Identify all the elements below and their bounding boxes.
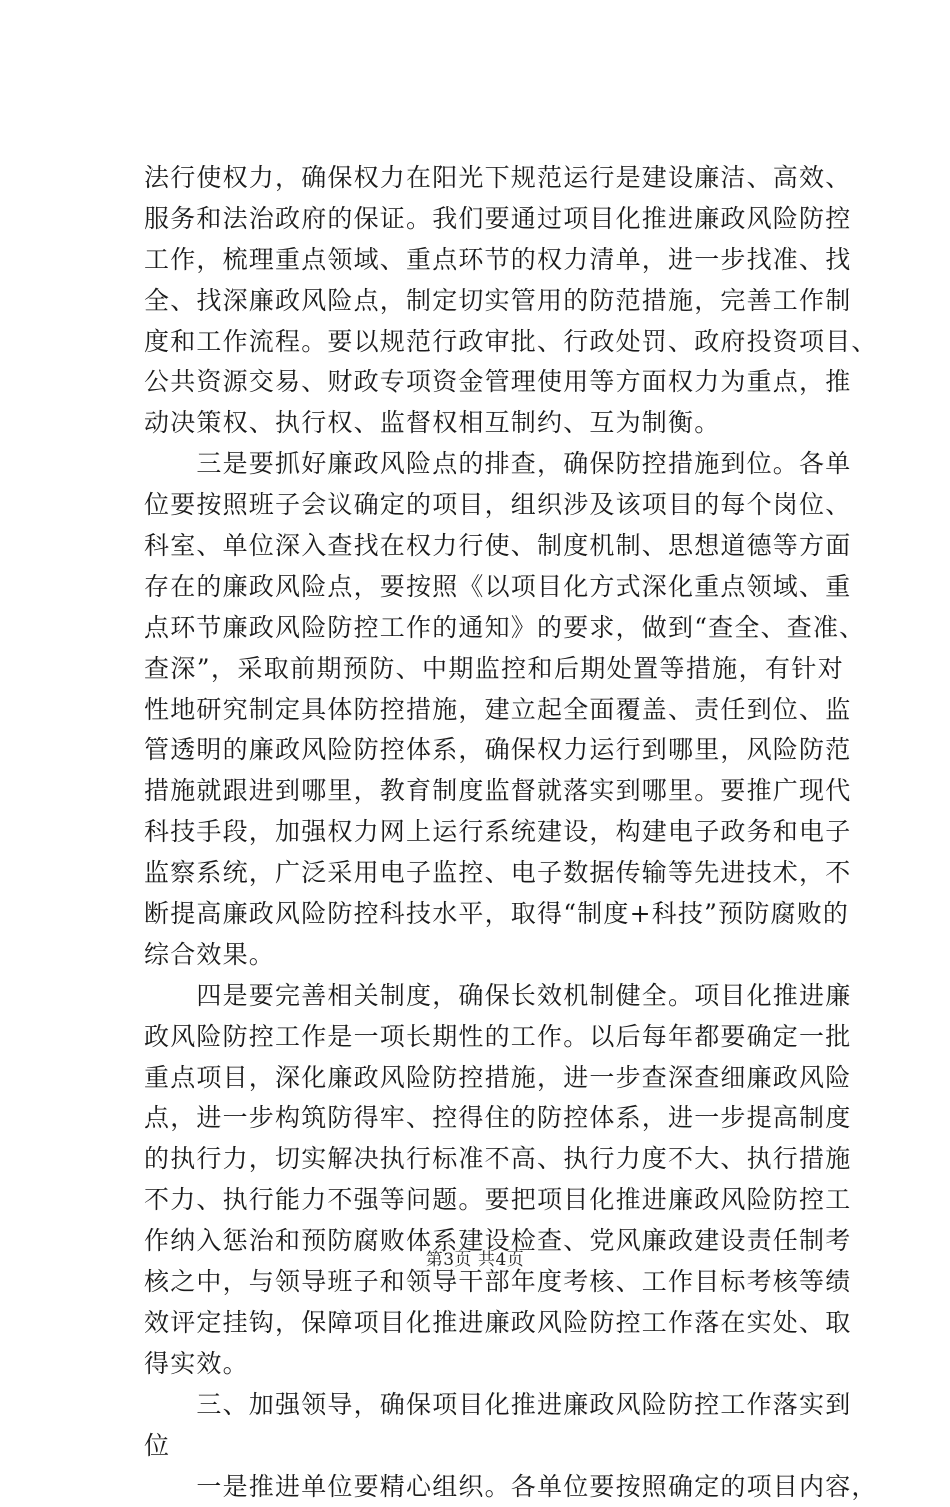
text-line: 断提高廉政风险防控科技水平，取得“制度+科技”预防腐败的 [144,894,844,935]
text-line: 一是推进单位要精心组织。各单位要按照确定的项目内容， [144,1467,844,1507]
text-line: 工作，梳理重点领域、重点环节的权力清单，进一步找准、找 [144,240,844,281]
text-line: 三、加强领导，确保项目化推进廉政风险防控工作落实到 [144,1385,844,1426]
text-line: 效评定挂钩，保障项目化推进廉政风险防控工作落在实处、取 [144,1303,844,1344]
text-line: 四是要完善相关制度，确保长效机制健全。项目化推进廉 [144,976,844,1017]
text-line: 位要按照班子会议确定的项目，组织涉及该项目的每个岗位、 [144,485,844,526]
text-line: 的执行力，切实解决执行标准不高、执行力度不大、执行措施 [144,1139,844,1180]
text-line: 动决策权、执行权、监督权相互制约、互为制衡。 [144,403,844,444]
text-line: 公共资源交易、财政专项资金管理使用等方面权力为重点，推 [144,362,844,403]
text-line: 作纳入惩治和预防腐败体系建设检查、党风廉政建设责任制考 [144,1221,844,1262]
text-line: 全、找深廉政风险点，制定切实管用的防范措施，完善工作制 [144,281,844,322]
text-line: 管透明的廉政风险防控体系，确保权力运行到哪里，风险防范 [144,730,844,771]
text-line: 服务和法治政府的保证。我们要通过项目化推进廉政风险防控 [144,199,844,240]
text-line: 不力、执行能力不强等问题。要把项目化推进廉政风险防控工 [144,1180,844,1221]
text-line: 位 [144,1426,844,1467]
text-line: 点环节廉政风险防控工作的通知》的要求，做到“查全、查准、 [144,608,844,649]
text-line: 重点项目，深化廉政风险防控措施，进一步查深查细廉政风险 [144,1058,844,1099]
text-line: 监察系统，广泛采用电子监控、电子数据传输等先进技术，不 [144,853,844,894]
text-line: 存在的廉政风险点，要按照《以项目化方式深化重点领域、重 [144,567,844,608]
text-line: 法行使权力，确保权力在阳光下规范运行是建设廉洁、高效、 [144,158,844,199]
text-line: 政风险防控工作是一项长期性的工作。以后每年都要确定一批 [144,1017,844,1058]
text-line: 科技手段，加强权力网上运行系统建设，构建电子政务和电子 [144,812,844,853]
text-line: 度和工作流程。要以规范行政审批、行政处罚、政府投资项目、 [144,322,844,363]
text-line: 三是要抓好廉政风险点的排查，确保防控措施到位。各单 [144,444,844,485]
text-line: 点，进一步构筑防得牢、控得住的防控体系，进一步提高制度 [144,1098,844,1139]
text-line: 核之中，与领导班子和领导干部年度考核、工作目标考核等绩 [144,1262,844,1303]
text-line: 科室、单位深入查找在权力行使、制度机制、思想道德等方面 [144,526,844,567]
text-line: 得实效。 [144,1344,844,1385]
body-text [144,158,844,1507]
text-line: 性地研究制定具体防控措施，建立起全面覆盖、责任到位、监 [144,690,844,731]
page-footer: 第3页 共4页 [0,1245,950,1270]
text-line: 措施就跟进到哪里，教育制度监督就落实到哪里。要推广现代 [144,771,844,812]
text-line: 综合效果。 [144,935,844,976]
text-line: 查深”，采取前期预防、中期监控和后期处置等措施，有针对 [144,649,844,690]
